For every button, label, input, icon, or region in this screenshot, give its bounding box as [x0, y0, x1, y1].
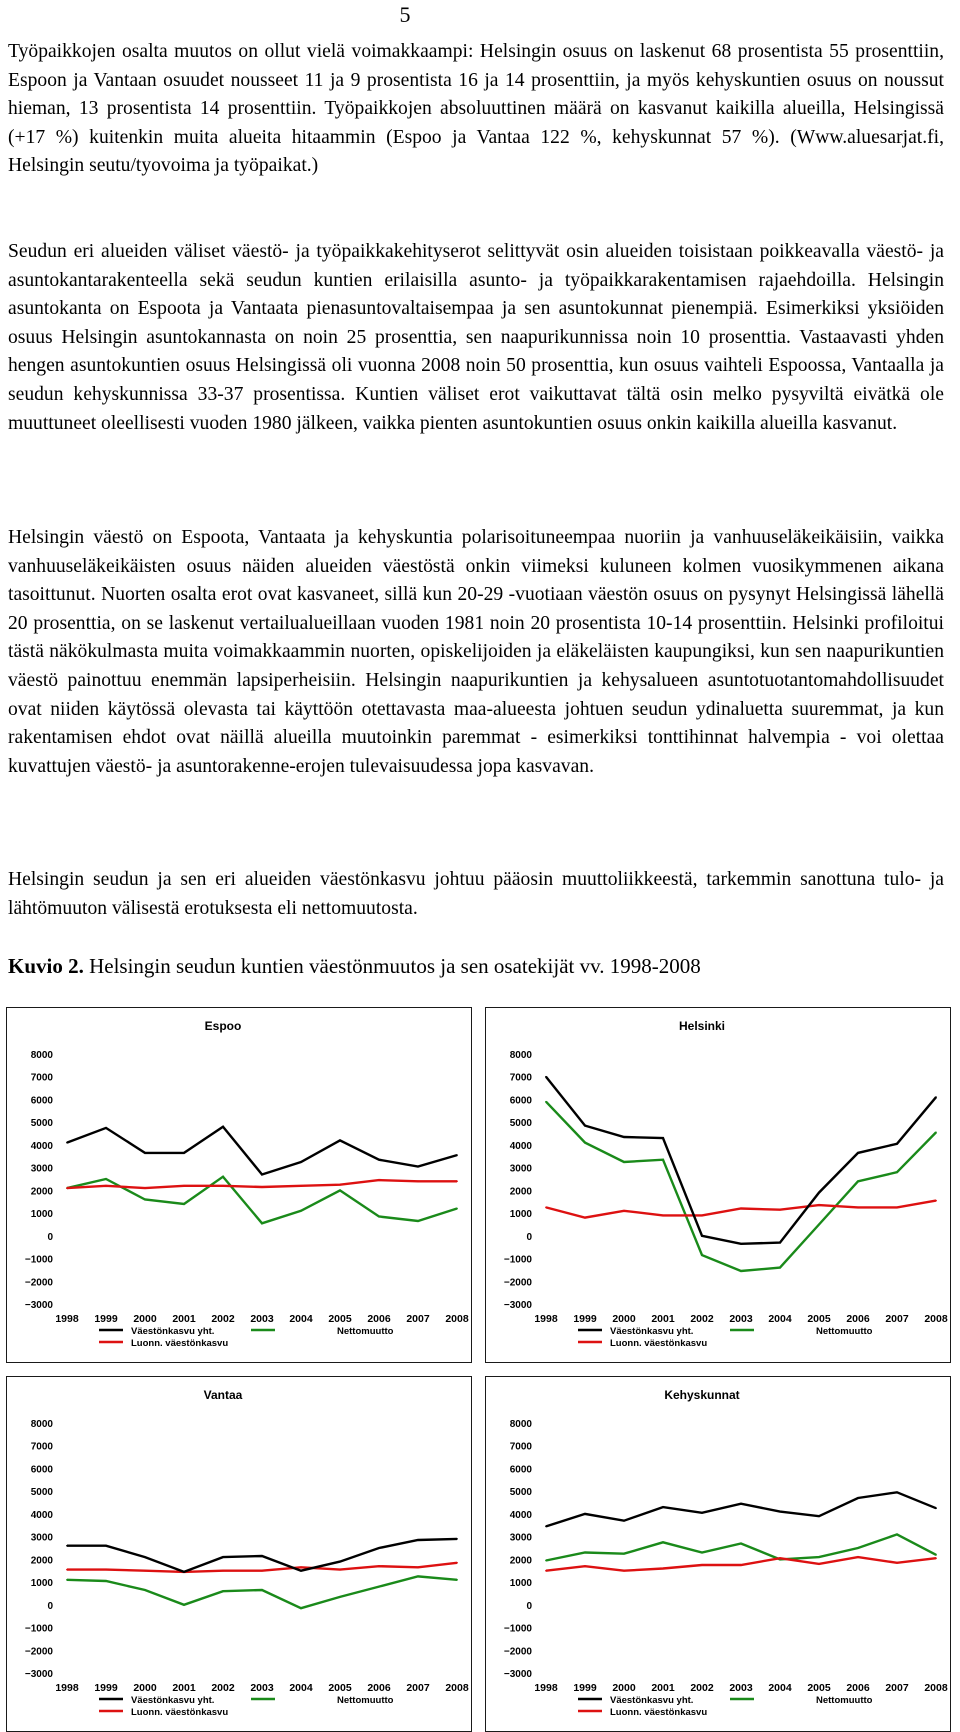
- y-tick-label: 4000: [509, 1509, 532, 1521]
- x-tick-label: 2005: [328, 1682, 352, 1694]
- data-point-nettomuutto: [300, 1607, 302, 1609]
- figure-label: Kuvio 2.: [8, 954, 84, 978]
- y-tick-label: 4000: [30, 1140, 53, 1152]
- data-point-luonn-v-est-nkasvu: [584, 1217, 586, 1219]
- data-point-luonn-v-est-nkasvu: [896, 1562, 898, 1564]
- y-tick-label: 8000: [30, 1419, 53, 1430]
- x-tick-label: 2005: [807, 1682, 831, 1694]
- chart-title: Kehyskunnat: [664, 1388, 740, 1402]
- data-point-v-est-nkasvu-yht: [818, 1192, 820, 1194]
- data-point-v-est-nkasvu-yht: [66, 1545, 68, 1547]
- x-tick-label: 1999: [573, 1313, 597, 1325]
- data-point-luonn-v-est-nkasvu: [545, 1207, 547, 1209]
- data-point-nettomuutto: [339, 1189, 341, 1191]
- y-tick-label: −1000: [24, 1623, 53, 1635]
- y-tick-label: 8000: [509, 1050, 532, 1061]
- y-tick-label: −1000: [24, 1254, 53, 1266]
- data-point-v-est-nkasvu-yht: [183, 1152, 185, 1154]
- chart-espoo: [6, 1007, 472, 1363]
- data-point-luonn-v-est-nkasvu: [623, 1570, 625, 1572]
- data-point-nettomuutto: [623, 1161, 625, 1163]
- y-tick-label: 7000: [509, 1072, 532, 1084]
- y-tick-label: 3000: [30, 1532, 53, 1544]
- data-point-v-est-nkasvu-yht: [144, 1152, 146, 1154]
- x-tick-label: 2006: [846, 1313, 870, 1325]
- data-point-v-est-nkasvu-yht: [662, 1506, 664, 1508]
- x-tick-label: 2001: [172, 1313, 196, 1325]
- data-point-nettomuutto: [545, 1560, 547, 1562]
- data-point-luonn-v-est-nkasvu: [261, 1570, 263, 1572]
- x-tick-label: 1999: [573, 1682, 597, 1694]
- y-tick-label: 6000: [30, 1464, 53, 1476]
- data-point-luonn-v-est-nkasvu: [857, 1556, 859, 1558]
- data-point-v-est-nkasvu-yht: [300, 1570, 302, 1572]
- series-line-v-est-nkasvu-yht: [546, 1077, 936, 1244]
- data-point-nettomuutto: [701, 1552, 703, 1554]
- data-point-nettomuutto: [545, 1101, 547, 1103]
- x-tick-label: 2008: [445, 1313, 469, 1325]
- x-tick-label: 2001: [651, 1313, 675, 1325]
- legend-label-v-est-nkasvu-yht: Väestönkasvu yht.: [610, 1326, 694, 1337]
- data-point-v-est-nkasvu-yht: [935, 1096, 937, 1098]
- legend-label-luonn-v-est-nkasvu: Luonn. väestönkasvu: [131, 1707, 229, 1718]
- data-point-luonn-v-est-nkasvu: [779, 1557, 781, 1559]
- x-tick-label: 1999: [94, 1313, 118, 1325]
- y-tick-label: 6000: [509, 1464, 532, 1476]
- legend-label-v-est-nkasvu-yht: Väestönkasvu yht.: [131, 1695, 215, 1706]
- data-point-luonn-v-est-nkasvu: [144, 1570, 146, 1572]
- data-point-nettomuutto: [701, 1254, 703, 1256]
- legend-label-luonn-v-est-nkasvu: Luonn. väestönkasvu: [131, 1338, 229, 1349]
- series-line-v-est-nkasvu-yht: [546, 1492, 936, 1526]
- y-tick-label: −3000: [503, 1669, 532, 1680]
- y-tick-label: 2000: [30, 1186, 53, 1198]
- data-point-nettomuutto: [144, 1589, 146, 1591]
- data-point-nettomuutto: [818, 1224, 820, 1226]
- y-tick-label: 3000: [509, 1163, 532, 1175]
- data-point-nettomuutto: [818, 1556, 820, 1558]
- data-point-luonn-v-est-nkasvu: [105, 1569, 107, 1571]
- y-tick-label: 8000: [509, 1419, 532, 1430]
- x-tick-label: 2007: [885, 1313, 909, 1325]
- data-point-luonn-v-est-nkasvu: [701, 1564, 703, 1566]
- legend-label-nettomuutto: Nettomuutto: [816, 1326, 873, 1337]
- x-tick-label: 2008: [924, 1682, 948, 1694]
- x-tick-label: 2006: [846, 1682, 870, 1694]
- x-tick-label: 2006: [367, 1682, 391, 1694]
- data-point-nettomuutto: [935, 1132, 937, 1134]
- x-tick-label: 2003: [250, 1313, 274, 1325]
- data-point-luonn-v-est-nkasvu: [222, 1570, 224, 1572]
- x-tick-label: 2000: [612, 1682, 636, 1694]
- y-tick-label: −3000: [24, 1300, 53, 1311]
- y-tick-label: 8000: [30, 1050, 53, 1061]
- x-tick-label: 2001: [172, 1682, 196, 1694]
- legend-label-v-est-nkasvu-yht: Väestönkasvu yht.: [610, 1695, 694, 1706]
- data-point-luonn-v-est-nkasvu: [662, 1214, 664, 1216]
- data-point-nettomuutto: [662, 1541, 664, 1543]
- y-tick-label: −2000: [24, 1646, 53, 1658]
- x-tick-label: 2002: [690, 1682, 714, 1694]
- data-point-v-est-nkasvu-yht: [183, 1571, 185, 1573]
- chart-helsinki: [485, 1007, 951, 1363]
- data-point-nettomuutto: [339, 1596, 341, 1598]
- data-point-luonn-v-est-nkasvu: [740, 1564, 742, 1566]
- figure-caption-text: Helsingin seudun kuntien väestönmuutos ja sen osatekijät vv. 1998-2008: [89, 954, 701, 978]
- chart-svg: [486, 1008, 950, 1362]
- y-tick-label: 7000: [30, 1072, 53, 1084]
- data-point-nettomuutto: [584, 1142, 586, 1144]
- y-tick-label: −1000: [503, 1623, 532, 1635]
- data-point-v-est-nkasvu-yht: [417, 1539, 419, 1541]
- data-point-nettomuutto: [183, 1203, 185, 1205]
- data-point-v-est-nkasvu-yht: [662, 1137, 664, 1139]
- x-tick-label: 1998: [534, 1313, 558, 1325]
- data-point-v-est-nkasvu-yht: [857, 1152, 859, 1154]
- data-point-luonn-v-est-nkasvu: [740, 1208, 742, 1210]
- data-point-nettomuutto: [300, 1210, 302, 1212]
- x-tick-label: 1998: [55, 1313, 79, 1325]
- x-tick-label: 2003: [729, 1313, 753, 1325]
- chart-vantaa: [6, 1376, 472, 1732]
- x-tick-label: 2003: [250, 1682, 274, 1694]
- legend-label-nettomuutto: Nettomuutto: [337, 1695, 394, 1706]
- data-point-luonn-v-est-nkasvu: [818, 1204, 820, 1206]
- y-tick-label: 4000: [30, 1509, 53, 1521]
- x-tick-label: 2004: [289, 1313, 313, 1325]
- data-point-v-est-nkasvu-yht: [105, 1127, 107, 1129]
- data-point-nettomuutto: [261, 1589, 263, 1591]
- chart-title: Espoo: [204, 1019, 242, 1033]
- y-tick-label: 4000: [509, 1140, 532, 1152]
- data-point-v-est-nkasvu-yht: [896, 1143, 898, 1145]
- data-point-v-est-nkasvu-yht: [144, 1556, 146, 1558]
- legend-label-luonn-v-est-nkasvu: Luonn. väestönkasvu: [610, 1707, 708, 1718]
- x-tick-label: 2004: [768, 1313, 792, 1325]
- data-point-v-est-nkasvu-yht: [378, 1159, 380, 1161]
- data-point-v-est-nkasvu-yht: [261, 1555, 263, 1557]
- x-tick-label: 2007: [406, 1682, 430, 1694]
- data-point-v-est-nkasvu-yht: [456, 1538, 458, 1540]
- data-point-luonn-v-est-nkasvu: [300, 1566, 302, 1568]
- data-point-v-est-nkasvu-yht: [779, 1511, 781, 1513]
- y-tick-label: 0: [526, 1600, 532, 1612]
- y-tick-label: 5000: [30, 1487, 53, 1499]
- data-point-luonn-v-est-nkasvu: [300, 1185, 302, 1187]
- data-point-luonn-v-est-nkasvu: [935, 1200, 937, 1202]
- data-point-v-est-nkasvu-yht: [623, 1520, 625, 1522]
- data-point-luonn-v-est-nkasvu: [105, 1185, 107, 1187]
- data-point-nettomuutto: [584, 1552, 586, 1554]
- data-point-v-est-nkasvu-yht: [701, 1512, 703, 1514]
- figure-caption: [8, 954, 944, 979]
- data-point-v-est-nkasvu-yht: [623, 1136, 625, 1138]
- data-point-v-est-nkasvu-yht: [584, 1513, 586, 1515]
- legend-label-nettomuutto: Nettomuutto: [337, 1326, 394, 1337]
- y-tick-label: 1000: [509, 1578, 532, 1590]
- paragraph-migration: Helsingin seudun ja sen eri alueiden väestönkasvu johtuu pääosin muuttoliikkeestä, tarkemmin sanottuna tulo- ja lähtömuuton välisestä erotuksesta eli nettomuutosta.: [8, 869, 944, 919]
- chart-svg: [486, 1377, 950, 1731]
- data-point-v-est-nkasvu-yht: [740, 1503, 742, 1505]
- data-point-luonn-v-est-nkasvu: [339, 1184, 341, 1186]
- data-point-v-est-nkasvu-yht: [105, 1545, 107, 1547]
- data-point-v-est-nkasvu-yht: [261, 1174, 263, 1176]
- data-point-nettomuutto: [105, 1178, 107, 1180]
- y-tick-label: 7000: [509, 1441, 532, 1453]
- y-tick-label: 0: [526, 1231, 532, 1243]
- data-point-v-est-nkasvu-yht: [545, 1526, 547, 1528]
- data-point-v-est-nkasvu-yht: [701, 1235, 703, 1237]
- data-point-nettomuutto: [261, 1222, 263, 1224]
- data-point-nettomuutto: [456, 1208, 458, 1210]
- data-point-v-est-nkasvu-yht: [222, 1126, 224, 1128]
- data-point-luonn-v-est-nkasvu: [222, 1185, 224, 1187]
- x-tick-label: 2003: [729, 1682, 753, 1694]
- data-point-nettomuutto: [144, 1199, 146, 1201]
- data-point-luonn-v-est-nkasvu: [584, 1565, 586, 1567]
- data-point-luonn-v-est-nkasvu: [417, 1180, 419, 1182]
- legend-label-luonn-v-est-nkasvu: Luonn. väestönkasvu: [610, 1338, 708, 1349]
- data-point-luonn-v-est-nkasvu: [896, 1207, 898, 1209]
- y-tick-label: 1000: [30, 1578, 53, 1590]
- data-point-nettomuutto: [417, 1220, 419, 1222]
- y-tick-label: 5000: [509, 1118, 532, 1130]
- data-point-luonn-v-est-nkasvu: [545, 1570, 547, 1572]
- data-point-nettomuutto: [66, 1579, 68, 1581]
- y-tick-label: 2000: [30, 1555, 53, 1567]
- data-point-luonn-v-est-nkasvu: [701, 1214, 703, 1216]
- series-line-v-est-nkasvu-yht: [67, 1127, 457, 1175]
- data-point-luonn-v-est-nkasvu: [857, 1207, 859, 1209]
- x-tick-label: 2004: [289, 1682, 313, 1694]
- y-tick-label: 0: [47, 1600, 53, 1612]
- data-point-nettomuutto: [456, 1579, 458, 1581]
- chart-title: Helsinki: [678, 1019, 726, 1033]
- data-point-luonn-v-est-nkasvu: [378, 1565, 380, 1567]
- paragraph-housing: Seudun eri alueiden väliset väestö- ja työpaikkakehityserot selittyvät osin alueiden toisistaan poikkeavalla väestö- ja asuntokantarakenteella sekä seudun kuntien erilaisilla asunto- ja työpaikkarakentamisen rajaehdoilla. Helsingin asuntokanta on Espoota ja Vantaata pienasuntovaltaisempaa ja sen asuntokunnat pienempiä. Esimerkiksi yksiöiden osuus Helsingin asuntokannasta on noin 25 prosenttia, sen naapurikunnissa noin 10 prosenttia. Vastaavasti yhden hengen asuntokuntien osuus Helsingissä oli vuonna 2008 noin 50 prosenttia, kun osuus vaihteli Espoossa, Vantaalla ja seudun kehyskunnissa 33-37 prosentissa. Kuntien väliset erot vaikuttavat tältä osin melko pysyviltä eivätkä ole muuttuneet oleellisesti vuoden 1980 jälkeen, vaikka pienten asuntokuntien osuus onkin kaikilla alueilla kasvanut.: [8, 241, 944, 434]
- y-tick-label: 3000: [509, 1532, 532, 1544]
- series-line-nettomuutto: [546, 1102, 936, 1271]
- data-point-luonn-v-est-nkasvu: [378, 1179, 380, 1181]
- x-tick-label: 1998: [534, 1682, 558, 1694]
- data-point-v-est-nkasvu-yht: [740, 1243, 742, 1245]
- series-line-luonn-v-est-nkasvu: [546, 1557, 936, 1571]
- data-point-nettomuutto: [935, 1554, 937, 1556]
- data-point-nettomuutto: [378, 1216, 380, 1218]
- data-point-luonn-v-est-nkasvu: [66, 1569, 68, 1571]
- data-point-nettomuutto: [740, 1543, 742, 1545]
- data-point-v-est-nkasvu-yht: [66, 1142, 68, 1144]
- data-point-luonn-v-est-nkasvu: [779, 1209, 781, 1211]
- y-tick-label: 3000: [30, 1163, 53, 1175]
- data-point-nettomuutto: [857, 1547, 859, 1549]
- x-tick-label: 2008: [924, 1313, 948, 1325]
- data-point-nettomuutto: [417, 1576, 419, 1578]
- data-point-v-est-nkasvu-yht: [417, 1166, 419, 1168]
- data-point-luonn-v-est-nkasvu: [417, 1566, 419, 1568]
- y-tick-label: 2000: [509, 1186, 532, 1198]
- y-tick-label: −2000: [24, 1277, 53, 1289]
- x-tick-label: 2005: [328, 1313, 352, 1325]
- y-tick-label: 6000: [30, 1095, 53, 1107]
- chart-svg: [7, 1377, 471, 1731]
- x-tick-label: 2002: [211, 1682, 235, 1694]
- y-tick-label: 6000: [509, 1095, 532, 1107]
- data-point-nettomuutto: [222, 1590, 224, 1592]
- x-tick-label: 1999: [94, 1682, 118, 1694]
- data-point-v-est-nkasvu-yht: [584, 1125, 586, 1127]
- paragraph-jobs: Työpaikkojen osalta muutos on ollut vielä voimakkaampi: Helsingin osuus on laskenut 68 prosentista 55 prosenttiin, Espoon ja Vantaan osuudet nousseet 11 ja 9 prosentista 16 ja 14 prosenttiin, ja myös kehyskuntien osuus on noussut hieman, 13 prosentista 14 prosenttiin. Työpaikkojen absoluuttinen määrä on kasvanut kaikilla alueilla, Helsingissä (+17 %) kuitenkin muita alueita hitaammin (Espoo ja Vantaa 122 %, kehyskunnat 57 %). (Www.aluesarjat.fi, Helsingin seutu/tyovoima ja työpaikat.): [8, 41, 944, 177]
- data-point-v-est-nkasvu-yht: [779, 1242, 781, 1244]
- data-point-nettomuutto: [857, 1180, 859, 1182]
- x-tick-label: 2001: [651, 1682, 675, 1694]
- chart-kehyskunnat: [485, 1376, 951, 1732]
- y-tick-label: −1000: [503, 1254, 532, 1266]
- series-line-nettomuutto: [67, 1177, 457, 1224]
- x-tick-label: 2007: [885, 1682, 909, 1694]
- data-point-v-est-nkasvu-yht: [935, 1507, 937, 1509]
- x-tick-label: 2002: [211, 1313, 235, 1325]
- x-tick-label: 2006: [367, 1313, 391, 1325]
- y-tick-label: −3000: [503, 1300, 532, 1311]
- legend-label-nettomuutto: Nettomuutto: [816, 1695, 873, 1706]
- data-point-luonn-v-est-nkasvu: [623, 1210, 625, 1212]
- data-point-luonn-v-est-nkasvu: [261, 1186, 263, 1188]
- data-point-nettomuutto: [378, 1586, 380, 1588]
- data-point-nettomuutto: [896, 1171, 898, 1173]
- data-point-luonn-v-est-nkasvu: [818, 1563, 820, 1565]
- data-point-nettomuutto: [183, 1604, 185, 1606]
- data-point-v-est-nkasvu-yht: [222, 1556, 224, 1558]
- data-point-v-est-nkasvu-yht: [378, 1547, 380, 1549]
- x-tick-label: 2000: [133, 1313, 157, 1325]
- y-tick-label: 0: [47, 1231, 53, 1243]
- data-point-nettomuutto: [222, 1176, 224, 1178]
- data-point-v-est-nkasvu-yht: [818, 1515, 820, 1517]
- y-tick-label: 2000: [509, 1555, 532, 1567]
- x-tick-label: 2008: [445, 1682, 469, 1694]
- x-tick-label: 2002: [690, 1313, 714, 1325]
- y-tick-label: −3000: [24, 1669, 53, 1680]
- y-tick-label: 7000: [30, 1441, 53, 1453]
- x-tick-label: 1998: [55, 1682, 79, 1694]
- data-point-nettomuutto: [623, 1553, 625, 1555]
- data-point-nettomuutto: [662, 1159, 664, 1161]
- data-point-v-est-nkasvu-yht: [857, 1497, 859, 1499]
- data-point-v-est-nkasvu-yht: [545, 1076, 547, 1078]
- data-point-nettomuutto: [779, 1267, 781, 1269]
- data-point-luonn-v-est-nkasvu: [144, 1187, 146, 1189]
- data-point-luonn-v-est-nkasvu: [183, 1185, 185, 1187]
- y-tick-label: 5000: [30, 1118, 53, 1130]
- data-point-luonn-v-est-nkasvu: [935, 1557, 937, 1559]
- y-tick-label: 1000: [509, 1209, 532, 1221]
- data-point-luonn-v-est-nkasvu: [339, 1569, 341, 1571]
- page-number: 5: [399, 2, 411, 27]
- x-tick-label: 2000: [612, 1313, 636, 1325]
- data-point-v-est-nkasvu-yht: [339, 1139, 341, 1141]
- data-point-luonn-v-est-nkasvu: [66, 1187, 68, 1189]
- x-tick-label: 2007: [406, 1313, 430, 1325]
- paragraph-population-structure: Helsingin väestö on Espoota, Vantaata ja kehyskuntia polarisoituneempaa nuoriin ja vanhuuseläkeikäisiin, vaikka vanhuuseläkeikäisten osuus näiden alueiden väestöstä onkin viimeksi kuluneen kolmen vuosikymmenen aikana tasoittunut. Nuorten osalta erot ovat kasvaneet, sillä kun 20-29 -vuotiaan väestön osuus on pysynyt Helsingissä lähellä 20 prosenttia, on se laskenut vertailualueillaan vuoden 1981 noin 20 prosentista 10-14 prosenttiin. Helsinki profiloitui tästä näkökulmasta muita voimakkaammin nuorten, opiskelijoiden ja eläkeläisten kaupungiksi, kun sen naapurikuntien väestö painottuu enemmän lapsiperheisiin. Helsingin naapurikuntien ja kehysalueen asuntotuotantomahdollisuudet ovat niiden käytössä olevasta tai käyttöön otettavasta maa-alueesta johtuen seudun ydinaluetta suuremmat, ja kun rakentamisen ehdot ovat näillä alueilla muutoinkin paremmat - esimerkiksi tonttihinnat halvempia - voi olettaa kuvattujen väestö- ja asuntorakenne-erojen tulevaisuudessa jopa kasvavan.: [8, 527, 944, 777]
- y-tick-label: −2000: [503, 1646, 532, 1658]
- data-point-v-est-nkasvu-yht: [300, 1161, 302, 1163]
- series-line-nettomuutto: [67, 1576, 457, 1608]
- data-point-luonn-v-est-nkasvu: [662, 1568, 664, 1570]
- data-point-nettomuutto: [896, 1533, 898, 1535]
- y-tick-label: 5000: [509, 1487, 532, 1499]
- data-point-nettomuutto: [105, 1580, 107, 1582]
- y-tick-label: −2000: [503, 1277, 532, 1289]
- chart-title: Vantaa: [203, 1388, 243, 1402]
- data-point-v-est-nkasvu-yht: [339, 1561, 341, 1563]
- data-point-luonn-v-est-nkasvu: [456, 1562, 458, 1564]
- data-point-nettomuutto: [740, 1270, 742, 1272]
- x-tick-label: 2005: [807, 1313, 831, 1325]
- x-tick-label: 2004: [768, 1682, 792, 1694]
- legend-label-v-est-nkasvu-yht: Väestönkasvu yht.: [131, 1326, 215, 1337]
- chart-svg: [7, 1008, 471, 1362]
- y-tick-label: 1000: [30, 1209, 53, 1221]
- data-point-v-est-nkasvu-yht: [896, 1491, 898, 1493]
- data-point-v-est-nkasvu-yht: [456, 1154, 458, 1156]
- series-line-nettomuutto: [546, 1534, 936, 1560]
- data-point-luonn-v-est-nkasvu: [456, 1180, 458, 1182]
- x-tick-label: 2000: [133, 1682, 157, 1694]
